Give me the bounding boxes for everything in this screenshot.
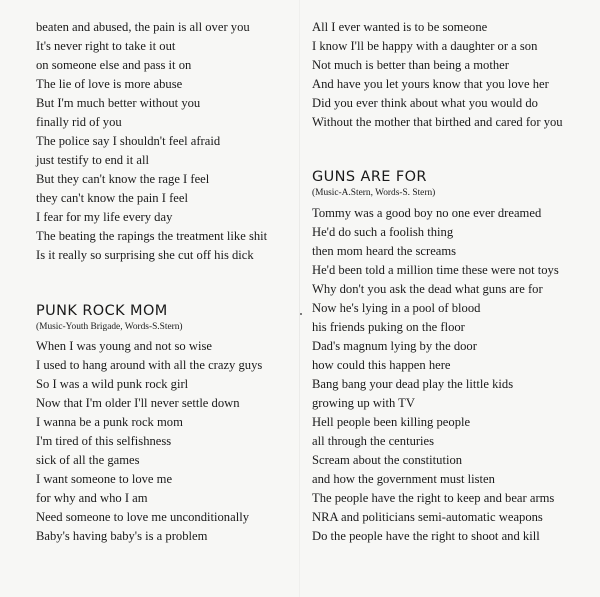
lyric-line: I'm tired of this selfishness: [36, 434, 172, 448]
lyric-line: It's never right to take it out: [36, 39, 176, 53]
lyric-line: Is it really so surprising she cut off his dick: [36, 248, 254, 262]
lyric-line: beaten and abused, the pain is all over you: [36, 20, 250, 34]
lyric-line: The lie of love is more abuse: [36, 77, 183, 91]
lyric-line: Did you ever think about what you would do: [312, 96, 538, 110]
lyric-line: He'd been told a million time these were not toys: [312, 263, 559, 277]
lyric-line: finally rid of you: [36, 115, 122, 129]
song-credits: (Music-Youth Brigade, Words-S.Stern): [36, 322, 183, 332]
lyric-line: just testify to end it all: [36, 153, 149, 167]
lyric-line: how could this happen here: [312, 358, 451, 372]
lyric-line: NRA and politicians semi-automatic weapons: [312, 510, 543, 524]
lyric-line: I know I'll be happy with a daughter or a son: [312, 39, 538, 53]
lyric-line: When I was young and not so wise: [36, 339, 212, 353]
lyric-line: growing up with TV: [312, 396, 415, 410]
lyric-line: Do the people have the right to shoot and kill: [312, 529, 540, 543]
lyric-line: I want someone to love me: [36, 472, 173, 486]
lyric-line: on someone else and pass it on: [36, 58, 192, 72]
lyric-line: Bang bang your dead play the little kids: [312, 377, 514, 391]
booklet-fold: [299, 0, 300, 597]
lyric-line: Dad's magnum lying by the door: [312, 339, 477, 353]
lyric-line: all through the centuries: [312, 434, 435, 448]
lyric-line: The people have the right to keep and bear arms: [312, 491, 555, 505]
lyric-line: Baby's having baby's is a problem: [36, 529, 208, 543]
song-credits: (Music-A.Stern, Words-S. Stern): [312, 188, 436, 198]
lyric-line: for why and who I am: [36, 491, 148, 505]
lyric-line: and how the government must listen: [312, 472, 495, 486]
lyric-line: sick of all the games: [36, 453, 140, 467]
lyric-line: Tommy was a good boy no one ever dreamed: [312, 206, 542, 220]
print-speck: [300, 313, 302, 315]
lyric-line: Why don't you ask the dead what guns are for: [312, 282, 543, 296]
lyric-line: I fear for my life every day: [36, 210, 173, 224]
lyric-line: Hell people been killing people: [312, 415, 471, 429]
lyric-line: Scream about the constitution: [312, 453, 463, 467]
lyric-line: I wanna be a punk rock mom: [36, 415, 183, 429]
lyric-line: his friends puking on the floor: [312, 320, 465, 334]
lyric-line: The beating the rapings the treatment like shit: [36, 229, 268, 243]
lyric-line: Without the mother that birthed and cared for you: [312, 115, 563, 129]
lyric-line: then mom heard the screams: [312, 244, 457, 258]
song-title: GUNS ARE FOR: [312, 169, 427, 185]
lyric-line: Not much is better than being a mother: [312, 58, 509, 72]
lyric-line: And have you let yours know that you love her: [312, 77, 549, 91]
lyric-line: Now he's lying in a pool of blood: [312, 301, 481, 315]
lyric-line: Need someone to love me unconditionally: [36, 510, 249, 524]
lyric-line: So I was a wild punk rock girl: [36, 377, 189, 391]
lyric-line: The police say I shouldn't feel afraid: [36, 134, 221, 148]
lyric-line: But I'm much better without you: [36, 96, 201, 110]
lyric-line: All I ever wanted is to be someone: [312, 20, 488, 34]
lyric-line: But they can't know the rage I feel: [36, 172, 210, 186]
song-title: PUNK ROCK MOM: [36, 303, 168, 319]
lyric-line: I used to hang around with all the crazy guys: [36, 358, 263, 372]
lyric-line: Now that I'm older I'll never settle down: [36, 396, 240, 410]
lyric-line: they can't know the pain I feel: [36, 191, 188, 205]
lyric-line: He'd do such a foolish thing: [312, 225, 454, 239]
